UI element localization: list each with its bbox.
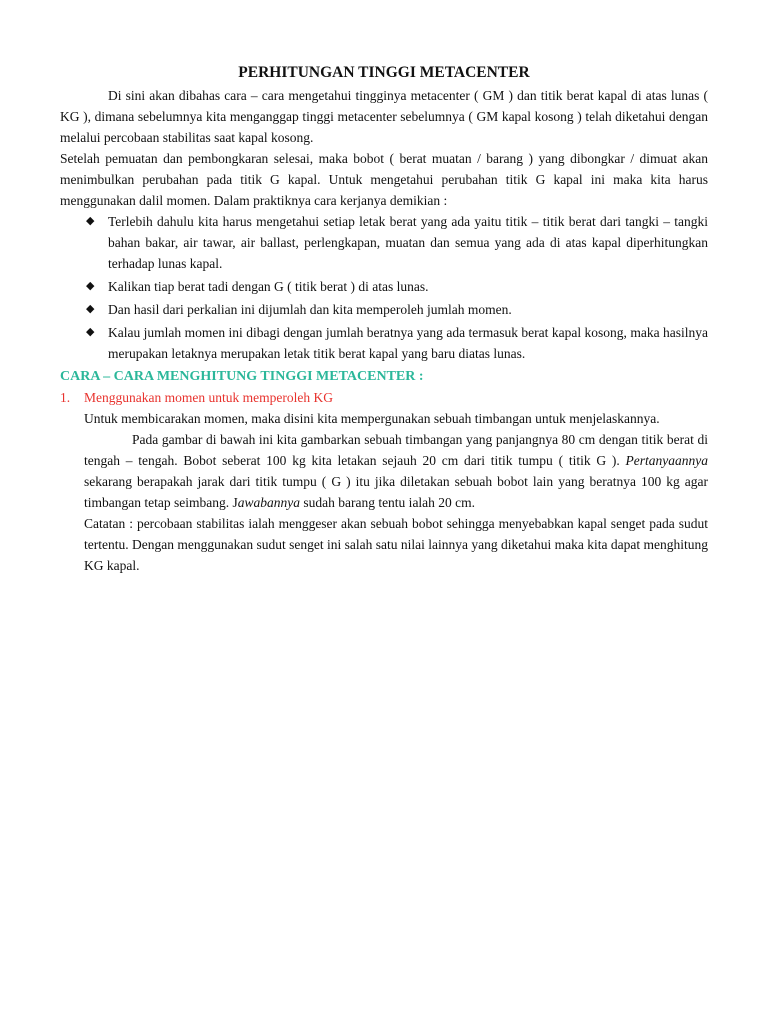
sub-paragraph-2-start: Pada gambar di bawah ini kita gambarkan sebuah timbangan yang panjangnya 80 cm dengan titik berat di tengah – tengah. Bobot seberat 100 kg kita letakan sejauh 20 cm dari titik tumpu ( titik G ). xyxy=(84,432,708,468)
numbered-item xyxy=(60,387,708,408)
list-item-text: Kalau jumlah momen ini dibagi dengan jumlah beratnya yang ada termasuk berat kapal kosong, maka hasilnya merupakan letaknya merupakan letak titik berat kapal yang baru diatas lunas. xyxy=(108,325,708,361)
diamond-bullet-icon: ◆ xyxy=(86,280,95,292)
numbered-item-body xyxy=(60,408,708,576)
bullet-list xyxy=(60,211,708,364)
intro-paragraph: Di sini akan dibahas cara – cara mengetahui tingginya metacenter ( GM ) dan titik berat kapal di atas lunas ( KG ), dimana sebelumnya kita menganggap tinggi metacenter sebelumnya ( GM kapal kosong ) telah diketahui dengan melalui percobaan stabilitas saat kapal kosong. xyxy=(60,88,708,145)
list-item-text: Dan hasil dari perkalian ini dijumlah dan kita memperoleh jumlah momen. xyxy=(108,302,512,317)
list-item xyxy=(86,211,708,274)
sub-paragraph-1: Untuk membicarakan momen, maka disini kita mempergunakan sebuah timbangan untuk menjelaskannya. xyxy=(84,411,660,426)
second-paragraph: Setelah pemuatan dan pembongkaran selesai, maka bobot ( berat muatan / barang ) yang dibongkar / dimuat akan menimbulkan perubahan pada titik G kapal. Untuk mengetahui perubahan titik G kapal ini maka kita harus menggunakan dalil momen. Dalam praktiknya cara kerjanya demikian : xyxy=(60,151,708,208)
sub-paragraph-2-end: sudah barang tentu ialah 20 cm. xyxy=(299,495,476,510)
diamond-bullet-icon: ◆ xyxy=(86,303,95,315)
sub-paragraph-3: Catatan : percobaan stabilitas ialah menggeser akan sebuah bobot sehingga menyebabkan kapal senget pada sudut tertentu. Dengan menggunakan sudut senget ini salah satu nilai lainnya yang diketahui maka kita dapat menghitung KG kapal. xyxy=(84,516,708,573)
sub-paragraph-2 xyxy=(84,429,708,513)
document-page xyxy=(60,62,708,576)
numbered-item-number: 1. xyxy=(60,390,71,405)
diamond-bullet-icon: ◆ xyxy=(86,326,95,338)
sub-paragraph-2-middle: sekarang berapakah jarak dari titik tumpu ( G ) itu jika diletakan sebuah bobot lain yang beratnya 100 kg agar timbangan tetap seimbang. J xyxy=(84,474,708,510)
list-item xyxy=(86,322,708,364)
document-title: PERHITUNGAN TINGGI METACENTER xyxy=(238,64,530,81)
sub-paragraph-2-italic-answer: awabannya xyxy=(237,495,300,510)
numbered-item-label: Menggunakan momen untuk memperoleh KG xyxy=(84,390,333,405)
list-item xyxy=(86,276,708,297)
sub-paragraph-2-italic-question: Pertanyaannya xyxy=(625,453,708,468)
list-item xyxy=(86,299,708,320)
section-heading: CARA – CARA MENGHITUNG TINGGI METACENTER : xyxy=(60,369,424,384)
diamond-bullet-icon: ◆ xyxy=(86,215,95,227)
list-item-text: Terlebih dahulu kita harus mengetahui setiap letak berat yang ada yaitu titik – titik berat dari tangki – tangki bahan bakar, air tawar, air ballast, perlengkapan, muatan dan semua yang ada di atas kapal diperhitungkan terhadap lunas kapal. xyxy=(108,214,708,271)
list-item-text: Kalikan tiap berat tadi dengan G ( titik berat ) di atas lunas. xyxy=(108,279,429,294)
